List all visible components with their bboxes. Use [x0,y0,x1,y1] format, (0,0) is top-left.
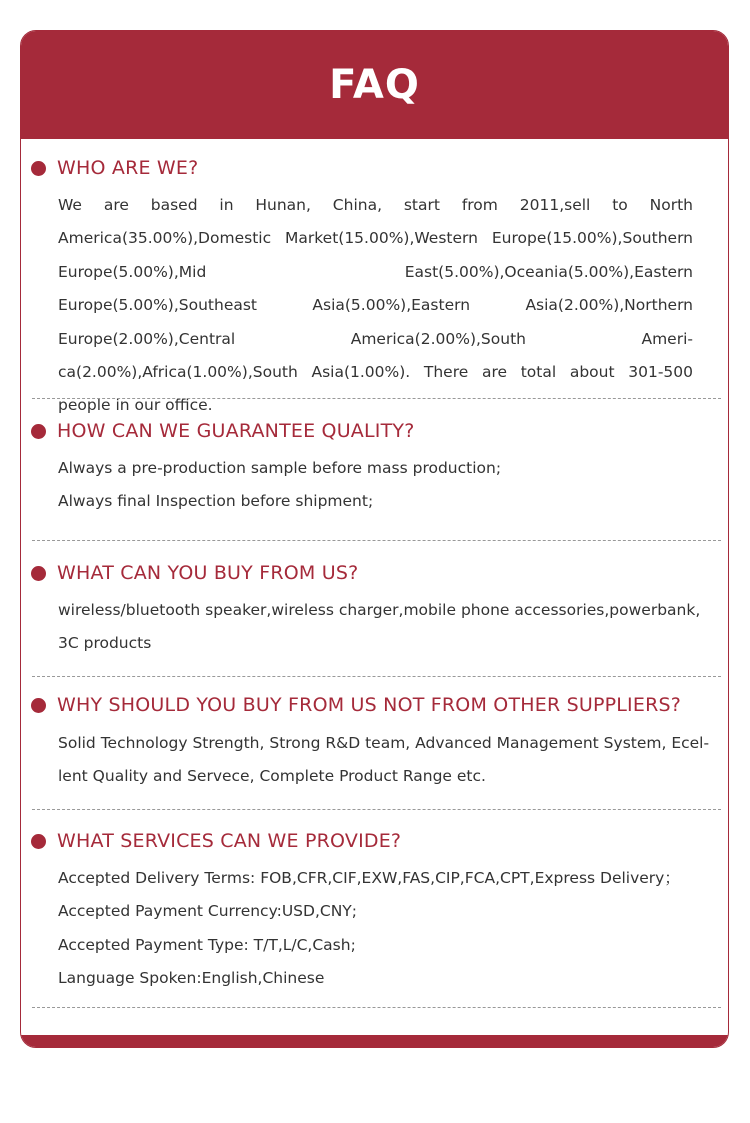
faq-question: WHY SHOULD YOU BUY FROM US NOT FROM OTHER SUPPLIERS? [57,694,682,716]
divider [32,1007,721,1008]
faq-question: HOW CAN WE GUARANTEE QUALITY? [57,420,415,442]
footer-bar [21,1035,728,1047]
faq-answer [58,862,693,996]
faq-answer-line: Language Spoken:English,Chinese [58,969,325,988]
faq-answer [58,594,701,661]
bullet-dot-icon [31,566,46,581]
bullet-dot-icon [31,698,46,713]
faq-answer-line: Accepted Payment Type: T/T,L/C,Cash; [58,935,356,954]
bullet-dot-icon [31,424,46,439]
faq-question-row [31,694,681,716]
divider [32,809,721,810]
faq-answer [58,727,710,794]
faq-question-row [31,562,358,584]
faq-question: WHAT CAN YOU BUY FROM US? [57,562,359,584]
faq-header [21,31,728,139]
faq-answer-line: wireless/bluetooth speaker,wireless charger,mobile phone accessories,powerbank, [58,601,701,619]
faq-question-row [31,157,198,179]
bullet-dot-icon [31,161,46,176]
faq-question-row [31,830,401,852]
faq-answer-line: Accepted Delivery Terms: FOB,CFR,CIF,EXW,FAS,CIP,FCA,CPT,Express Delivery； [58,869,680,887]
divider [32,676,721,677]
divider [32,398,721,399]
faq-answer [58,452,693,519]
bullet-dot-icon [31,834,46,849]
faq-question: WHO ARE WE? [57,157,199,179]
faq-question: WHAT SERVICES CAN WE PROVIDE? [57,830,402,852]
page-title: FAQ [329,62,420,108]
faq-answer-line: 3C products [58,634,152,653]
faq-card [20,30,729,1048]
divider [32,540,721,541]
faq-answer-line: Accepted Payment Currency:USD,CNY; [58,902,357,921]
faq-answer-line: Always final Inspection before shipment; [58,492,374,511]
faq-answer-line: Always a pre-production sample before mass production; [58,459,502,477]
faq-question-row [31,420,415,442]
faq-answer-line: lent Quality and Servece, Complete Product Range etc. [58,767,486,786]
faq-answer: We are based in Hunan, China, start from 2011,sell to North America(35.00%),Domestic Market(15.00%),Western Europe(15.00%),Southern Europe(5.00%),Mid East(5.00%),Oceania(5.00%),Eastern Europe(5.00%),Southeast Asia(5.00%),Eastern Asia(2.00%),Northern Europe(2.00%),Central America(2.00%),South America(2.00%),Africa(1.00%),South Asia(1.00%). There are total about 301-500 people in our office. [58,196,693,415]
faq-answer-line: Solid Technology Strength, Strong R&D team, Advanced Management System, Ecel- [58,734,710,752]
